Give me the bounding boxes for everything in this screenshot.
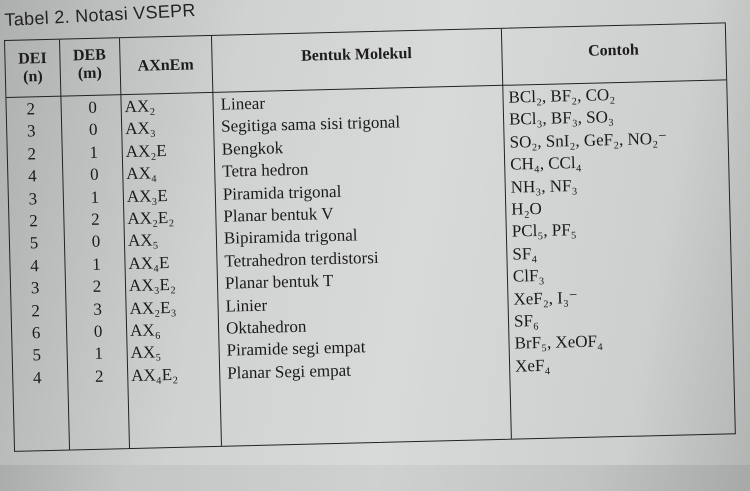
cell-axnem: AX₃E₂: [128, 275, 177, 296]
table-caption: Tabel 2. Notasi VSEPR: [4, 0, 197, 30]
header-contoh: Contoh: [587, 41, 639, 60]
cell-dei: 4: [27, 166, 37, 186]
cell-bentuk: Bengkok: [221, 138, 284, 159]
cell-deb: 1: [92, 254, 101, 274]
cell-dei: 5: [29, 233, 39, 253]
header-axnem: AXnEm: [137, 56, 194, 75]
cell-contoh: BCl₃, BF₃, SO₃: [508, 107, 615, 130]
cell-bentuk: Tetrahedron terdistorsi: [224, 247, 379, 271]
cell-bentuk: Planar bentuk V: [223, 204, 334, 226]
cell-contoh: CH₄, CCl₄: [509, 153, 582, 174]
cell-bentuk: Linear: [220, 93, 266, 114]
cell-deb: 1: [90, 187, 100, 207]
cell-dei: 2: [27, 144, 37, 164]
cell-deb: 2: [94, 366, 104, 386]
cell-deb: 1: [94, 344, 104, 364]
cell-deb: 2: [90, 209, 100, 229]
cell-contoh: XeF₄: [514, 355, 551, 376]
cell-contoh: SF₄: [512, 243, 538, 264]
cell-bentuk: Bipiramida trigonal: [223, 225, 358, 249]
cell-deb: 0: [88, 97, 98, 117]
cell-axnem: AX₅: [130, 342, 162, 363]
cell-deb: 1: [89, 142, 99, 162]
cell-dei: 5: [32, 345, 42, 365]
header-dei-sub: (n): [22, 68, 43, 86]
cell-axnem: AX₃E: [126, 185, 168, 206]
cell-bentuk: Planar Segi empat: [226, 360, 352, 383]
header-deb-label: DEB: [72, 46, 107, 65]
cell-dei: 2: [31, 300, 41, 321]
cell-dei: 3: [28, 188, 38, 209]
header-deb-sub: (m): [77, 64, 103, 83]
cell-contoh: PCl₅, PF₅: [511, 220, 577, 242]
cell-dei: 2: [28, 211, 38, 231]
cell-bentuk: Linier: [225, 295, 268, 316]
header-bentuk: Bentuk Molekul: [300, 45, 413, 65]
cell-bentuk: Segitiga sama sisi trigonal: [220, 112, 401, 137]
cell-dei: 2: [26, 99, 36, 119]
cell-bentuk: Planar bentuk T: [224, 271, 334, 293]
cell-dei: 3: [30, 278, 40, 298]
cell-axnem: AX₄E₂: [130, 364, 179, 385]
cell-contoh: BrF₅, XeOF₄: [514, 331, 604, 354]
cell-axnem: AX₂: [124, 96, 156, 117]
cell-dei: 4: [32, 367, 42, 388]
cell-axnem: AX₂E: [125, 140, 167, 161]
cell-bentuk: Oktahedron: [225, 316, 307, 338]
cell-bentuk: Tetra hedron: [222, 159, 309, 181]
cell-contoh: XeF₂, I₃⁻: [513, 287, 578, 309]
cell-contoh: ClF₃: [512, 266, 545, 286]
cell-axnem: AX₆: [129, 320, 161, 341]
cell-axnem: AX₅: [127, 230, 159, 251]
cell-contoh: BCl₂, BF₂, CO₂: [508, 85, 616, 107]
cell-deb: 0: [88, 120, 98, 140]
cell-bentuk: Piramida trigonal: [222, 181, 342, 204]
header-dei: [5, 50, 60, 87]
header-deb: [59, 46, 120, 83]
cell-axnem: AX₄: [126, 163, 158, 184]
cell-axnem: AX₄E: [128, 252, 170, 273]
cell-axnem: AX₃: [124, 118, 156, 139]
cell-contoh: SO₂, SnI₂, GeF₂, NO₂⁻: [509, 128, 668, 152]
cell-contoh: H₂O: [511, 198, 542, 219]
header-dei-label: DEI: [18, 49, 47, 68]
cell-dei: 3: [26, 121, 36, 141]
cell-deb: 0: [93, 321, 103, 341]
cell-axnem: AX₂E₂: [127, 207, 175, 229]
cell-dei: 4: [30, 256, 40, 276]
cell-dei: 6: [31, 323, 41, 343]
cell-deb: 2: [92, 276, 102, 297]
cell-axnem: AX₂E₃: [129, 297, 177, 318]
cell-deb: 0: [89, 164, 99, 185]
cell-contoh: NH₃, NF₃: [510, 175, 578, 197]
cell-contoh: SF₆: [513, 311, 540, 331]
cell-deb: 0: [91, 232, 101, 252]
vsepr-table: [4, 22, 736, 452]
cell-bentuk: Piramide segi empat: [226, 337, 366, 361]
cell-deb: 3: [93, 299, 103, 319]
